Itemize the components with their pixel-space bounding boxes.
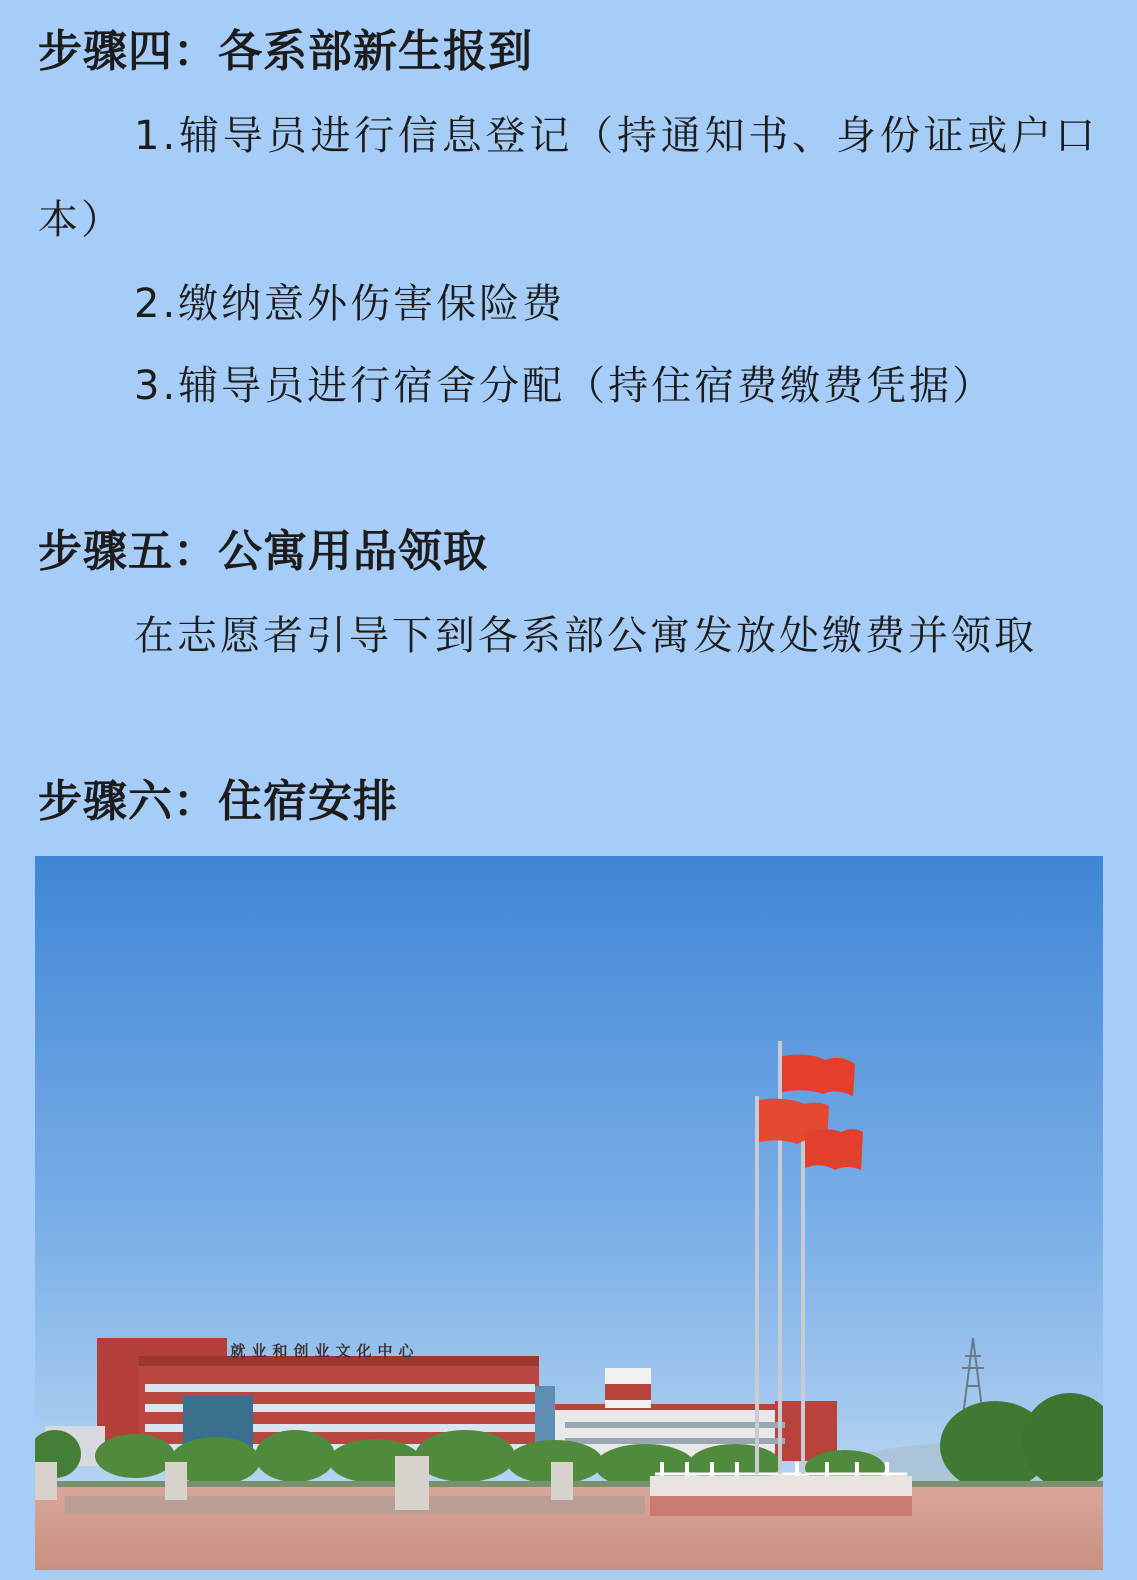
step4-item-2: 2.缴纳意外伤害保险费 (134, 281, 566, 327)
building-sign: 就业和创业文化中心 (230, 1342, 420, 1360)
step5-text: 在志愿者引导下到各系部公寓发放处缴费并领取 (134, 613, 1037, 659)
step6-heading: 步骤六：住宿安排 (38, 776, 398, 827)
campus-photo (35, 856, 1103, 1570)
step4-heading: 步骤四：各系部新生报到 (38, 26, 533, 77)
step5-heading: 步骤五：公寓用品领取 (38, 526, 488, 577)
national-flag-icon (782, 1055, 855, 1096)
step4-item-3: 3.辅导员进行宿舍分配（持住宿费缴费凭据） (134, 363, 996, 409)
step4-item-1: 1.辅导员进行信息登记（持通知书、身份证或户口本） (38, 113, 1098, 243)
school-flag-right-icon (805, 1129, 863, 1170)
